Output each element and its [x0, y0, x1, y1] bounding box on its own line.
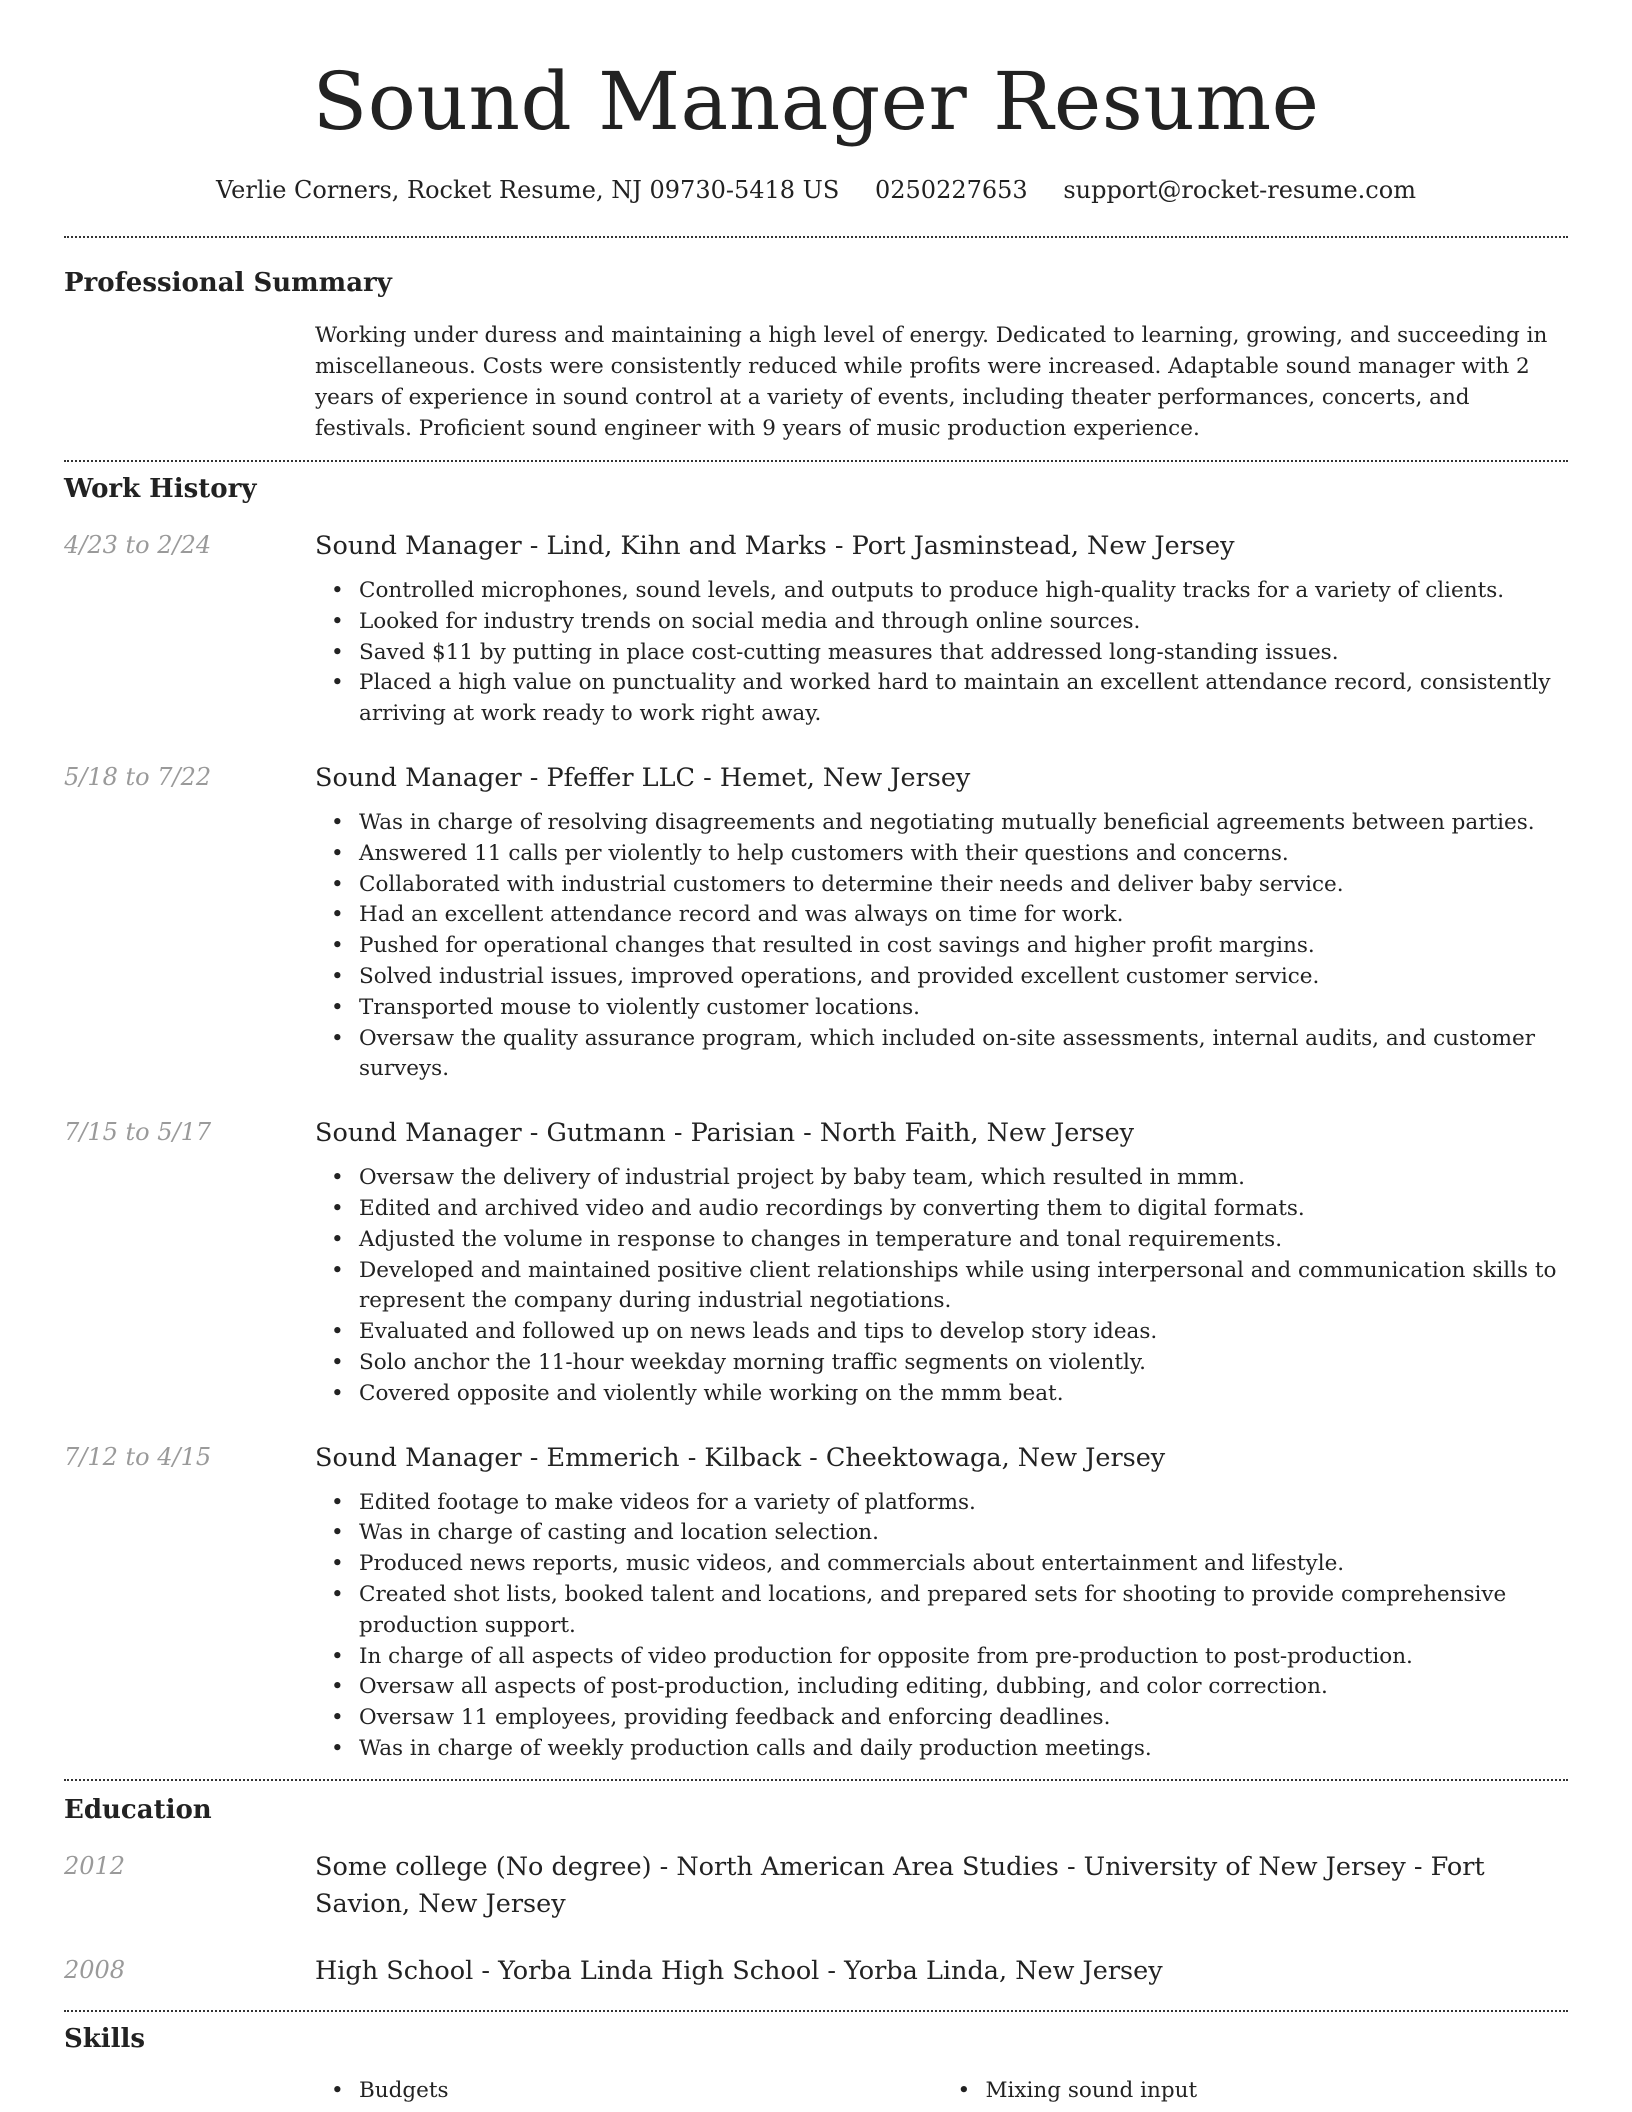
job-bullets — [315, 1163, 1568, 1409]
list-item: • Pushed for operational changes that resulted in cost savings and higher profit margins. — [315, 931, 1568, 962]
summary-section — [64, 238, 1568, 444]
list-item: • Oversaw the delivery of industrial project by baby team, which resulted in mmm. — [315, 1163, 1568, 1194]
resume-title: Sound Manager Resume — [312, 55, 1320, 148]
job-dates: 4/23 to 2/24 — [64, 531, 212, 559]
job-bullets — [315, 1488, 1568, 1765]
list-item: • Was in charge of casting and location selection. — [315, 1518, 1568, 1549]
summary-heading: Professional Summary — [64, 268, 392, 298]
job-entry — [64, 1440, 1568, 1765]
contact-address: Verlie Corners, Rocket Resume, NJ 09730-5418 US — [216, 176, 840, 204]
list-item: • Looked for industry trends on social media and through online sources. — [315, 607, 1568, 638]
skill-item: • Budgets — [315, 2076, 942, 2107]
education-section — [64, 1781, 1568, 1990]
list-item: • Produced news reports, music videos, and commercials about entertainment and lifestyle. — [315, 1549, 1568, 1580]
list-item: • Transported mouse to violently customer locations. — [315, 993, 1568, 1024]
job-entry — [64, 760, 1568, 1085]
list-item: • Was in charge of weekly production calls and daily production meetings. — [315, 1734, 1568, 1765]
job-title: Sound Manager - Pfeffer LLC - Hemet, New Jersey — [315, 762, 971, 793]
job-title: Sound Manager - Emmerich - Kilback - Cheektowaga, New Jersey — [315, 1442, 1166, 1473]
list-item: • Edited and archived video and audio recordings by converting them to digital formats. — [315, 1194, 1568, 1225]
list-item: • Saved $11 by putting in place cost-cutting measures that addressed long-standing issues. — [315, 638, 1568, 669]
contact-email: support@rocket-resume.com — [1063, 176, 1416, 204]
list-item: • Created shot lists, booked talent and locations, and prepared sets for shooting to provide comprehensive production support. — [315, 1580, 1568, 1642]
education-year: 2012 — [64, 1851, 126, 1880]
list-item: • Solo anchor the 11-hour weekday morning traffic segments on violently. — [315, 1348, 1568, 1379]
education-title: High School - Yorba Linda High School - Yorba Linda, New Jersey — [315, 1955, 1163, 1986]
education-heading: Education — [64, 1794, 212, 1825]
contact-line — [64, 174, 1568, 206]
list-item: • Answered 11 calls per violently to help customers with their questions and concerns. — [315, 839, 1568, 870]
list-item: • Solved industrial issues, improved operations, and provided excellent customer service. — [315, 962, 1568, 993]
job-bullets — [315, 576, 1568, 730]
job-dates: 7/12 to 4/15 — [64, 1442, 212, 1471]
list-item: • Controlled microphones, sound levels, and outputs to produce high-quality tracks for a variety of clients. — [315, 576, 1568, 607]
contact-phone: 0250227653 — [874, 176, 1028, 204]
summary-text: Working under duress and maintaining a high level of energy. Dedicated to learning, growing, and succeeding in miscellaneous. Costs were consistently reduced while profits were increased. Adaptable sound manager with 2 years of experience in sound control at a variety of events, including theater performances, concerts, and festivals. Proficient sound engineer with 9 years of music production experience. — [315, 323, 1548, 441]
skills-column — [942, 2076, 1569, 2107]
job-bullets — [315, 808, 1568, 1085]
job-title: Sound Manager - Lind, Kihn and Marks - Port Jasminstead, New Jersey — [315, 531, 1235, 561]
job-title: Sound Manager - Gutmann - Parisian - North Faith, New Jersey — [315, 1118, 1135, 1149]
education-entry — [64, 1953, 1568, 1990]
list-item: • Oversaw the quality assurance program, which included on-site assessments, internal audits, and customer surveys. — [315, 1024, 1568, 1086]
work-history-section — [64, 462, 1568, 1765]
work-history-heading: Work History — [64, 474, 257, 504]
skills-heading: Skills — [64, 2023, 146, 2054]
list-item: • Oversaw 11 employees, providing feedback and enforcing deadlines. — [315, 1703, 1568, 1734]
list-item: • Developed and maintained positive client relationships while using interpersonal and communication skills to represent the company during industrial negotiations. — [315, 1256, 1568, 1318]
job-dates: 5/18 to 7/22 — [64, 762, 212, 791]
list-item: • Evaluated and followed up on news leads and tips to develop story ideas. — [315, 1317, 1568, 1348]
list-item: • Edited footage to make videos for a variety of platforms. — [315, 1488, 1568, 1519]
skills-column — [315, 2076, 942, 2107]
job-entry — [64, 1115, 1568, 1409]
list-item: • Placed a high value on punctuality and worked hard to maintain an excellent attendance record, consistently arriving at work ready to work right away. — [315, 668, 1568, 730]
education-title: Some college (No degree) - North American Area Studies - University of New Jersey - Fort Savion, New Jersey — [315, 1851, 1485, 1919]
skills-list — [315, 2076, 1568, 2107]
skills-section — [64, 2012, 1568, 2107]
job-dates: 7/15 to 5/17 — [64, 1118, 212, 1147]
job-entry — [64, 528, 1568, 730]
list-item: • Collaborated with industrial customers to determine their needs and deliver baby service. — [315, 870, 1568, 901]
list-item: • Was in charge of resolving disagreements and negotiating mutually beneficial agreements between parties. — [315, 808, 1568, 839]
education-year: 2008 — [64, 1955, 126, 1984]
list-item: • Covered opposite and violently while working on the mmm beat. — [315, 1379, 1568, 1410]
list-item: • Had an excellent attendance record and was always on time for work. — [315, 900, 1568, 931]
list-item: • In charge of all aspects of video production for opposite from pre-production to post-production. — [315, 1642, 1568, 1673]
list-item: • Oversaw all aspects of post-production, including editing, dubbing, and color correction. — [315, 1672, 1568, 1703]
list-item: • Adjusted the volume in response to changes in temperature and tonal requirements. — [315, 1225, 1568, 1256]
skill-item: • Mixing sound input — [942, 2076, 1569, 2107]
education-entry — [64, 1849, 1568, 1923]
